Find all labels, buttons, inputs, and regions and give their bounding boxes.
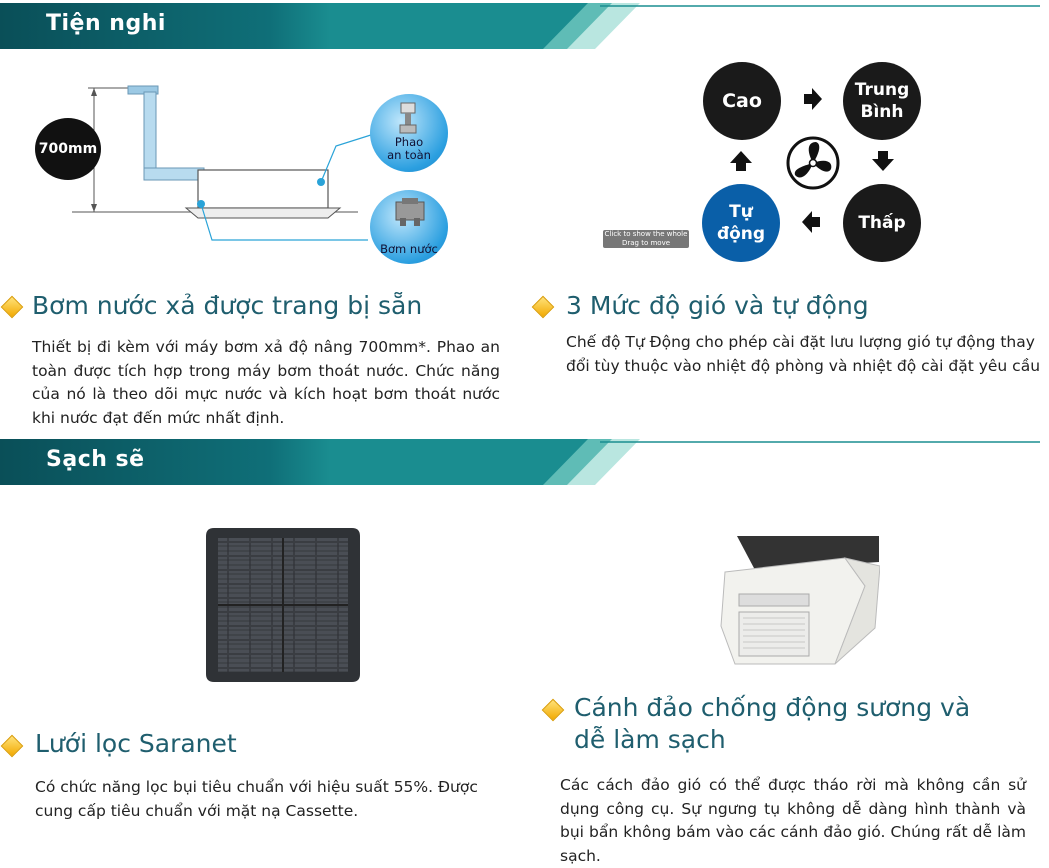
height-badge <box>35 118 101 180</box>
float-switch-label-1: Phao <box>394 135 424 149</box>
tooltip-line-1: Click to show the whole <box>604 230 688 238</box>
tooltip-line-2: Drag to move <box>621 238 671 247</box>
banner-shape <box>0 439 1040 485</box>
feature-title-filter: Lưới lọc Saranet <box>35 729 237 758</box>
fan-mode-high-label: Cao <box>722 90 762 112</box>
arrow-down-icon <box>872 151 894 171</box>
fan-mode-medium <box>843 62 921 140</box>
cassette-unit-image <box>715 536 880 666</box>
bullet-diamond-icon <box>1 296 24 319</box>
bullet-diamond-icon <box>542 699 565 722</box>
float-switch-label-2: an toàn <box>387 148 431 162</box>
bullet-diamond-icon <box>532 296 555 319</box>
fan-icon <box>786 136 840 190</box>
fan-mode-medium-label-2: Bình <box>860 102 904 122</box>
fan-mode-low <box>843 184 921 262</box>
fan-mode-low-label: Thấp <box>858 213 906 233</box>
pump-icon <box>392 198 428 228</box>
section-title-amenities: Tiện nghi <box>46 11 166 36</box>
height-label: 700mm <box>38 141 98 157</box>
section-title-clean: Sạch sẽ <box>46 447 145 472</box>
fan-mode-auto-label-1: Tự <box>729 202 753 222</box>
clean-banner <box>0 439 1040 485</box>
feature-title-louver <box>574 692 970 756</box>
feature-text-louver: Các cách đảo gió có thể được tháo rời mà không cần sử dụng công cụ. Sự ngưng tụ không dễ dàng hình thành và bụi bẩn không bám vào các cánh đảo gió. Chúng rất dễ làm sạch. <box>560 776 1026 865</box>
feature-text-pump: Thiết bị đi kèm với máy bơm xả độ nâng 700mm*. Phao an toàn được tích hợp trong máy bơm thoát nước. Chức năng của nó là theo dõi mực nước và kích hoạt bơm thoát nước khi nước đạt đến mức nhất định. <box>32 338 500 427</box>
fan-mode-auto <box>702 184 780 262</box>
feature-title-pump: Bơm nước xả được trang bị sẵn <box>32 291 423 320</box>
fan-mode-medium-label-1: Trung <box>854 80 910 100</box>
float-switch-icon <box>397 101 419 135</box>
bullet-diamond-icon <box>1 735 24 758</box>
pump-label: Bơm nước <box>380 242 438 256</box>
feature-title-louver-line-2: dễ làm sạch <box>574 725 726 754</box>
image-tooltip[interactable] <box>603 230 689 248</box>
fan-mode-high <box>703 62 781 140</box>
saranet-filter-image <box>206 528 360 682</box>
feature-text-fan: Chế độ Tự Động cho phép cài đặt lưu lượng gió tự động thay đổi tùy thuộc vào nhiệt độ phòng và nhiệt độ cài đặt yêu cầu <box>566 333 1041 375</box>
fan-mode-auto-label-2: động <box>716 224 766 244</box>
feature-title-louver-line-1: Cánh đảo chống động sương và <box>574 693 971 722</box>
arrow-up-icon <box>730 151 752 171</box>
arrow-left-icon <box>802 211 822 233</box>
amenities-banner <box>0 3 1040 49</box>
arrow-right-icon <box>802 88 822 110</box>
feature-text-filter: Có chức năng lọc bụi tiêu chuẩn với hiệu suất 55%. Được cung cấp tiêu chuẩn với mặt nạ Cassette. <box>35 778 478 820</box>
feature-title-fan: 3 Mức độ gió và tự động <box>566 291 869 320</box>
